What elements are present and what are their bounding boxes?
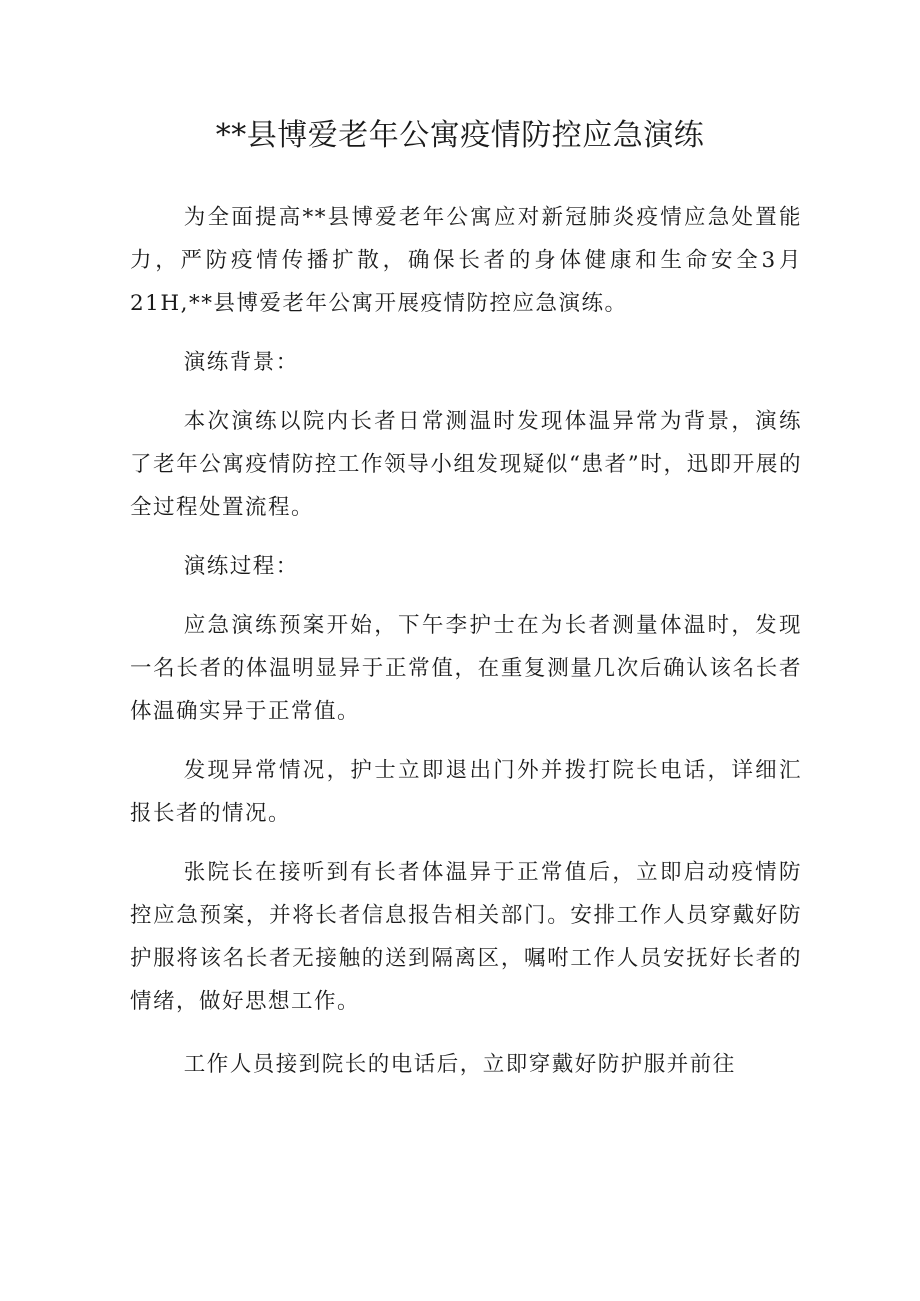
paragraph-background: 本次演练以院内长者日常测温时发现体温异常为背景，演练了老年公寓疫情防控工作领导小组发现疑似“患者”时，迅即开展的全过程处置流程。 xyxy=(130,409,802,520)
document-title: **县博爱老年公寓疫情防控应急演练 xyxy=(215,118,705,153)
paragraph-intro: 为全面提高**县博爱老年公寓应对新冠肺炎疫情应急处置能力，严防疫情传播扩散，确保长者的身体健康和生命安全3月21H,**县博爱老年公寓开展疫情防控应急演练。 xyxy=(130,205,802,316)
paragraph-process-start: 应急演练预案开始，下午李护士在为长者测量体温时，发现一名长者的体温明显异于正常值，在重复测量几次后确认该名长者体温确实异于正常值。 xyxy=(130,613,802,724)
paragraph-director-response: 张院长在接听到有长者体温异于正常值后，立即启动疫情防控应急预案，并将长者信息报告相关部门。安排工作人员穿戴好防护服将该名长者无接触的送到隔离区，嘱咐工作人员安抚好长者的情绪，做好思想工作。 xyxy=(130,860,802,1014)
paragraph-nurse-report: 发现异常情况，护士立即退出门外并拨打院长电话，详细汇报长者的情况。 xyxy=(130,758,802,826)
heading-drill-process: 演练过程： xyxy=(183,554,299,579)
document-body xyxy=(130,196,802,1102)
paragraph-staff-action: 工作人员接到院长的电话后，立即穿戴好防护服并前往 xyxy=(183,1052,736,1077)
heading-drill-background: 演练背景： xyxy=(183,350,299,375)
